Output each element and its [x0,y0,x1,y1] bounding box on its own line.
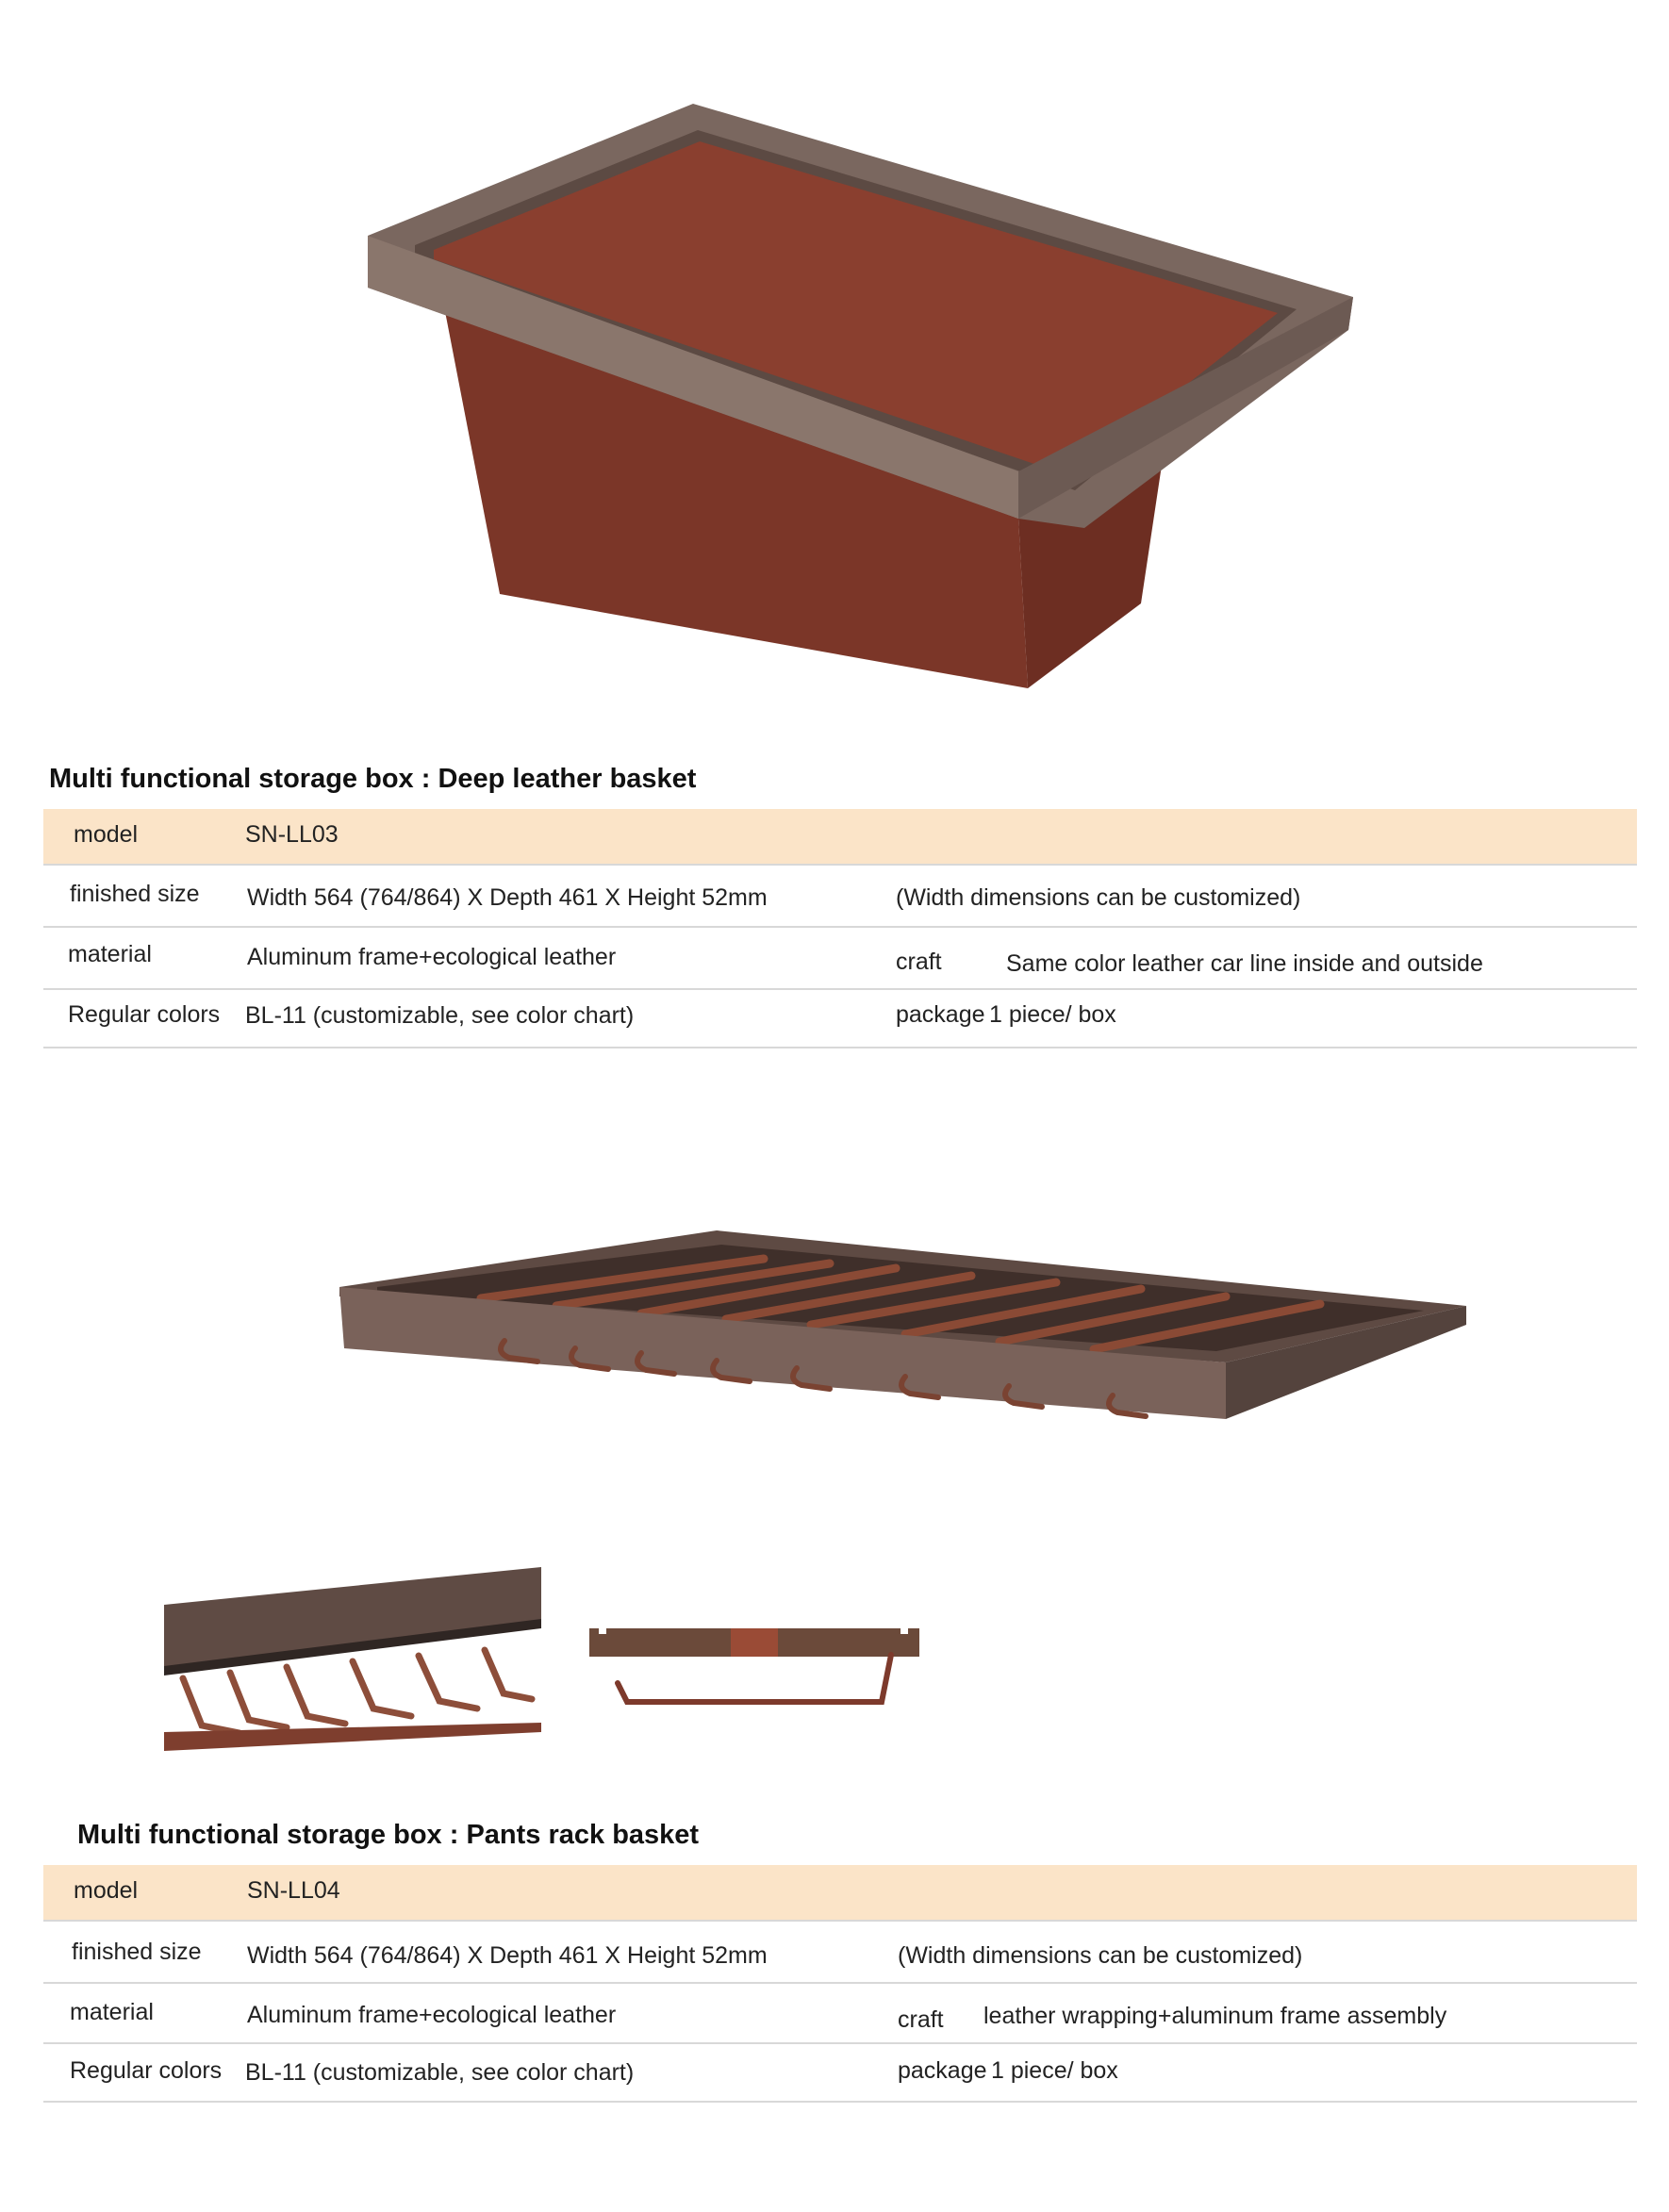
product-2-material-value: Aluminum frame+ecological leather [247,2002,617,2028]
product-2-size-value: Width 564 (764/864) X Depth 461 X Height 52mm [247,1942,768,1969]
product-1-size-value: Width 564 (764/864) X Depth 461 X Height 52mm [247,884,768,911]
pants-rack-underside-detail-image [164,1567,541,1751]
product-2-package-value: 1 piece/ box [990,2057,1118,2084]
product-1-model-label: model [74,821,139,848]
product-2-package-label: package [898,2057,987,2084]
product-2-colors-value: BL-11 (customizable, see color chart) [245,2059,635,2086]
product-1-craft-value: Same color leather car line inside and outside [1006,950,1483,977]
product-2-divider [43,2042,1637,2044]
product-2-size-note: (Width dimensions can be customized) [898,1942,1303,1969]
product-2-divider [43,2101,1637,2103]
product-2-model-value: SN-LL04 [247,1877,340,1904]
product-1-material-label: material [68,941,152,967]
product-1-title: Multi functional storage box : Deep leather basket [49,764,697,794]
product-2-title: Multi functional storage box : Pants rack basket [77,1820,700,1850]
product-1-divider [43,1047,1637,1048]
product-2-colors-label: Regular colors [70,2057,223,2084]
pants-rack-bar-detail-image [589,1626,924,1721]
product-1-colors-label: Regular colors [68,1001,221,1028]
product-2-divider [43,1982,1637,1984]
product-1-divider [43,864,1637,866]
product-1-size-label: finished size [70,881,200,907]
product-1-colors-value: BL-11 (customizable, see color chart) [245,1002,635,1029]
product-2-divider [43,1920,1637,1922]
product-2-craft-value: leather wrapping+aluminum frame assembly [983,2003,1447,2029]
product-1-package-label: package [896,1001,985,1028]
product-1-divider [43,926,1637,928]
product-2-model-label: model [74,1877,139,1904]
product-1-package-value: 1 piece/ box [988,1001,1116,1028]
product-2-material-label: material [70,1999,154,2025]
product-1-model-value: SN-LL03 [245,821,339,848]
product-1-size-note: (Width dimensions can be customized) [896,884,1301,911]
product-1-material-value: Aluminum frame+ecological leather [247,944,617,970]
product-2-size-label: finished size [72,1939,202,1965]
product-1-craft-label: craft [896,949,942,975]
product-1-divider [43,988,1637,990]
pants-rack-basket-image [339,1230,1471,1523]
product-2-craft-label: craft [898,2006,944,2033]
deep-leather-basket-image [358,94,1358,698]
